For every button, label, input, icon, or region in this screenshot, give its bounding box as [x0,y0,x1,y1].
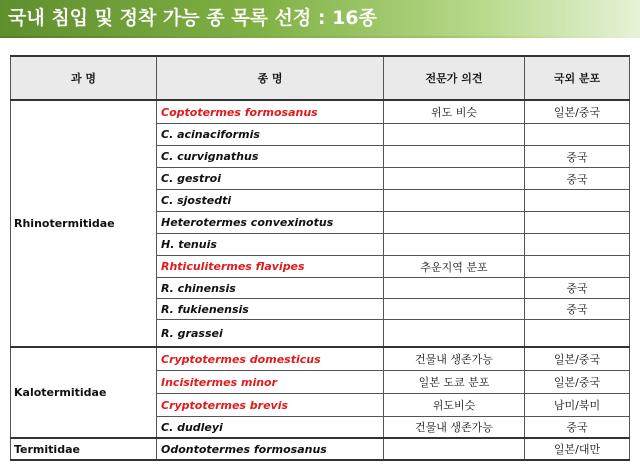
distribution-cell: 남미/북미 [525,394,630,417]
species-cell: C. sjostedti [157,190,384,212]
expert-opinion-cell: 위도비슷 [384,394,525,417]
distribution-cell [525,124,630,146]
table-row [11,347,630,371]
distribution-cell: 중국 [525,417,630,439]
expert-opinion-cell [384,146,525,168]
table-body [11,100,630,460]
header-expert-opinion: 전문가 의견 [384,56,525,100]
distribution-cell [525,212,630,234]
distribution-cell: 중국 [525,168,630,190]
species-cell: Rhticulitermes flavipes [157,256,384,278]
distribution-cell: 일본/중국 [525,371,630,394]
expert-opinion-cell [384,168,525,190]
distribution-cell [525,190,630,212]
species-cell: H. tenuis [157,234,384,256]
species-cell: C. dudleyi [157,417,384,439]
species-cell: R. chinensis [157,278,384,299]
distribution-cell: 중국 [525,146,630,168]
species-cell: Odontotermes formosanus [157,438,384,460]
expert-opinion-cell: 건물내 생존가능 [384,417,525,439]
distribution-cell: 일본/중국 [525,100,630,124]
expert-opinion-cell [384,234,525,256]
expert-opinion-cell [384,212,525,234]
species-cell: Incisitermes minor [157,371,384,394]
species-cell: Cryptotermes domesticus [157,347,384,371]
distribution-cell: 일본/대만 [525,438,630,460]
expert-opinion-cell [384,124,525,146]
species-table [10,55,630,461]
species-cell: R. grassei [157,320,384,348]
expert-opinion-cell [384,190,525,212]
header-overseas-distribution: 국외 분포 [525,56,630,100]
family-cell: Termitidae [11,438,157,460]
species-cell: Coptotermes formosanus [157,100,384,124]
species-cell: C. gestroi [157,168,384,190]
species-cell: Cryptotermes brevis [157,394,384,417]
species-cell: C. acinaciformis [157,124,384,146]
expert-opinion-cell: 위도 비슷 [384,100,525,124]
expert-opinion-cell [384,299,525,320]
expert-opinion-cell: 건물내 생존가능 [384,347,525,371]
expert-opinion-cell [384,438,525,460]
distribution-cell: 중국 [525,299,630,320]
table-row [11,100,630,124]
header-row [11,56,630,100]
species-cell: R. fukienensis [157,299,384,320]
expert-opinion-cell [384,320,525,348]
page-title: 국내 침입 및 정착 가능 종 목록 선정 : 16종 [0,0,640,36]
expert-opinion-cell [384,278,525,299]
header-species: 종 명 [157,56,384,100]
expert-opinion-cell: 추운지역 분포 [384,256,525,278]
table-row [11,438,630,460]
distribution-cell [525,234,630,256]
title-underline [0,36,640,38]
family-cell: Kalotermitidae [11,347,157,438]
distribution-cell [525,256,630,278]
species-cell: C. curvignathus [157,146,384,168]
distribution-cell: 중국 [525,278,630,299]
expert-opinion-cell: 일본 도쿄 분포 [384,371,525,394]
species-cell: Heterotermes convexinotus [157,212,384,234]
header-family: 과 명 [11,56,157,100]
distribution-cell [525,320,630,348]
distribution-cell: 일본/중국 [525,347,630,371]
family-cell: Rhinotermitidae [11,100,157,347]
